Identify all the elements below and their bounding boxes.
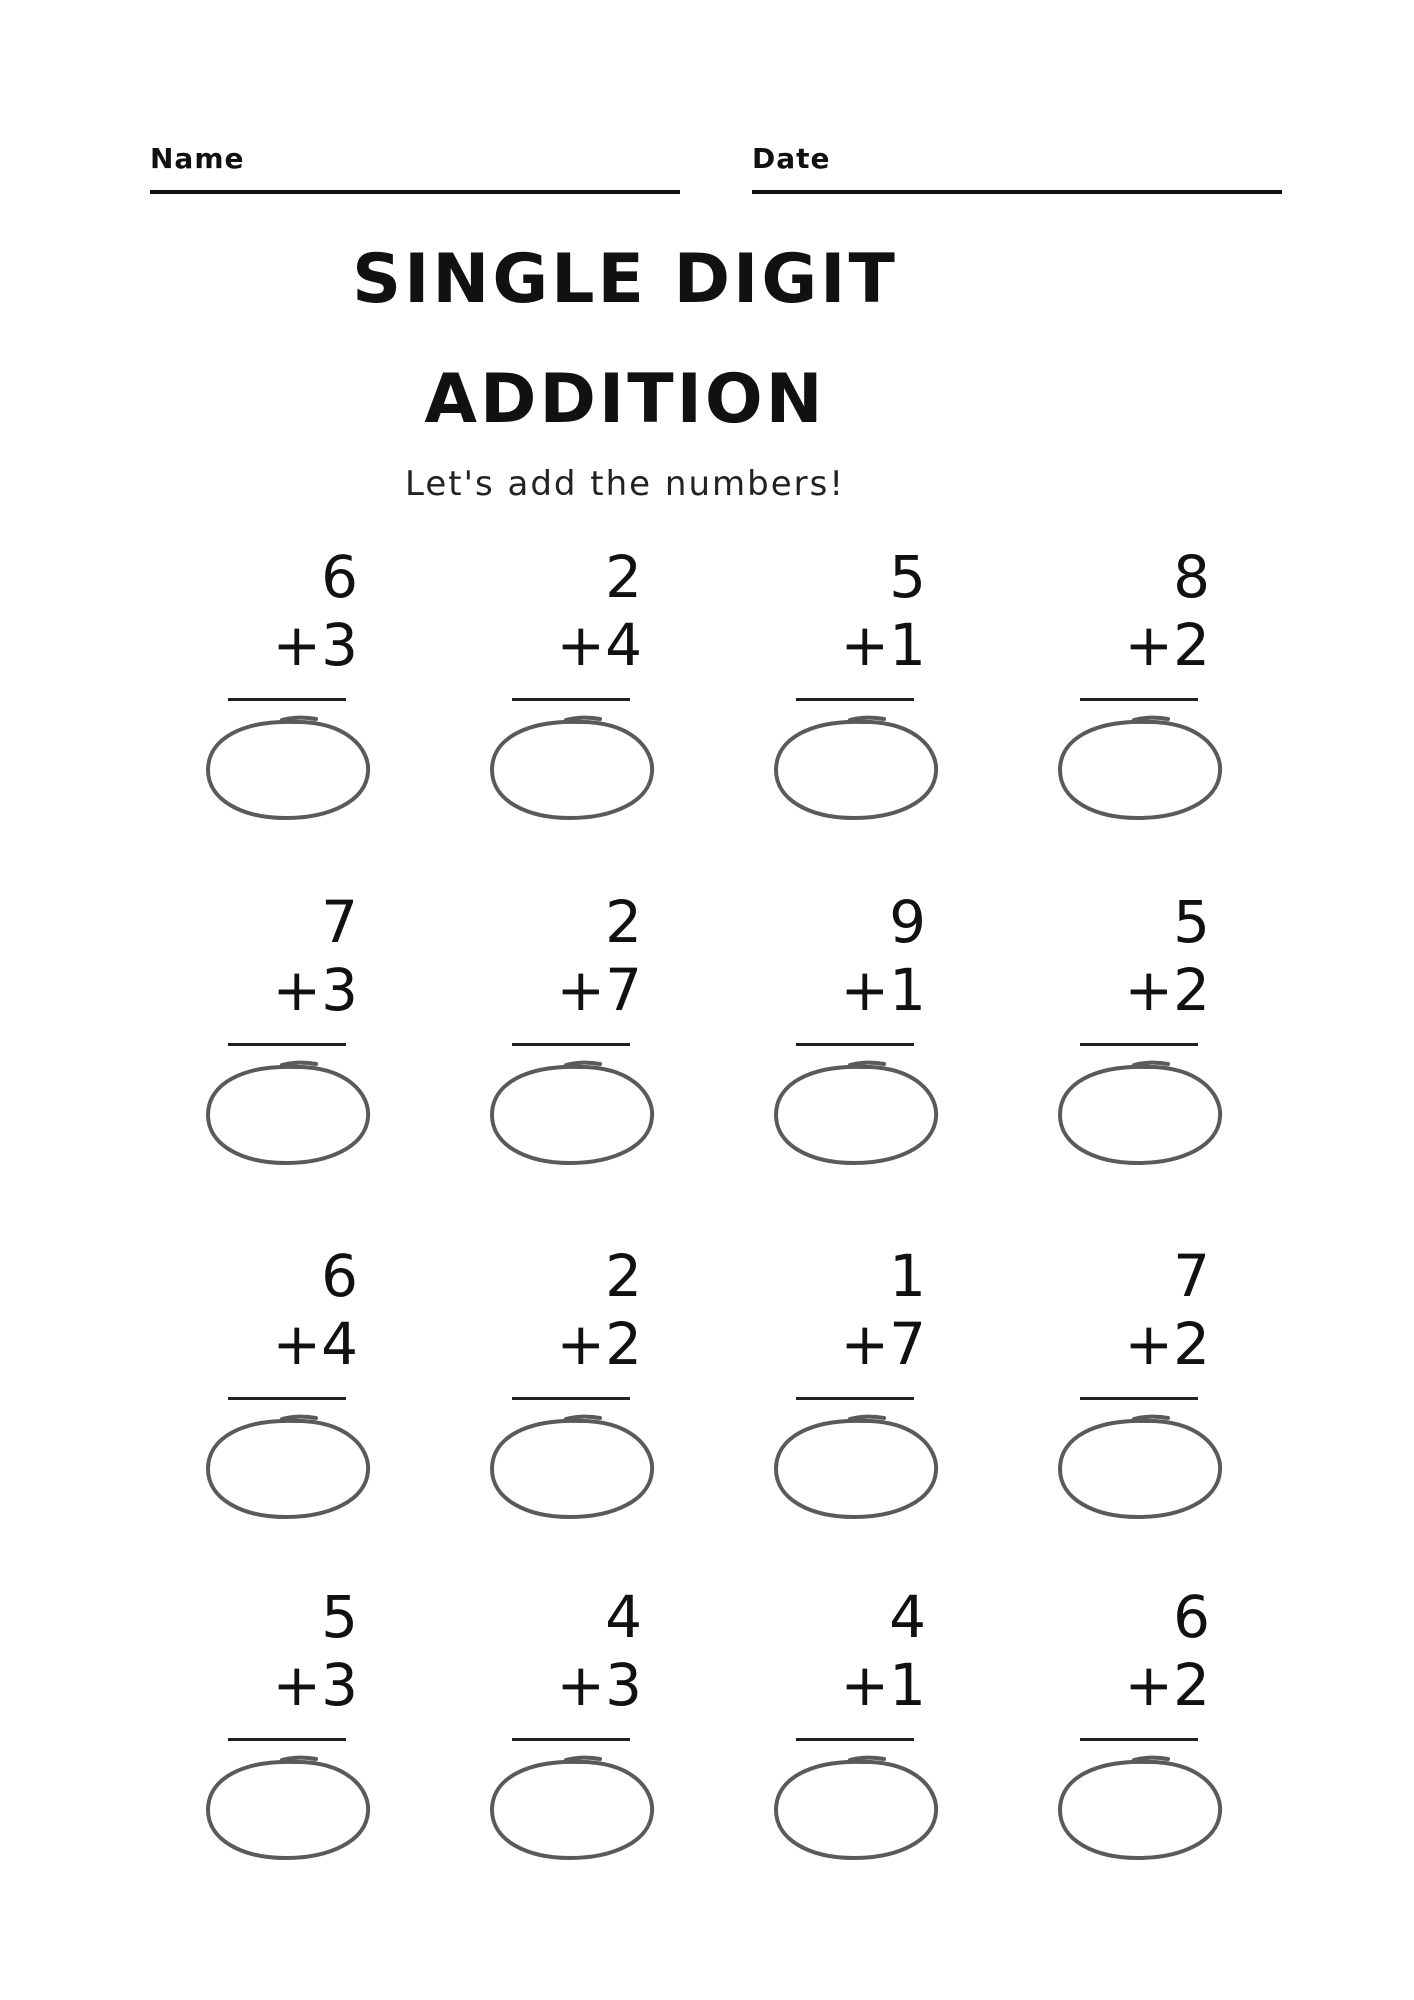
answer-circle[interactable] bbox=[766, 1053, 944, 1173]
addend-bottom: +3 bbox=[272, 956, 358, 1024]
problem-card bbox=[776, 1242, 976, 1537]
sum-rule bbox=[228, 1397, 346, 1400]
problem-card bbox=[208, 1242, 408, 1537]
answer-circle[interactable] bbox=[198, 1053, 376, 1173]
addend-top: 4 bbox=[605, 1583, 642, 1651]
addend-bottom: +2 bbox=[1124, 1310, 1210, 1378]
addend-top: 7 bbox=[1173, 1242, 1210, 1310]
sum-rule bbox=[512, 1043, 630, 1046]
problem-card bbox=[776, 1583, 976, 1878]
sum-rule bbox=[1080, 698, 1198, 701]
date-label: Date bbox=[752, 142, 831, 175]
addend-top: 5 bbox=[889, 543, 926, 611]
addend-bottom: +4 bbox=[272, 1310, 358, 1378]
addend-top: 9 bbox=[889, 888, 926, 956]
problem-card bbox=[1060, 543, 1260, 838]
answer-circle[interactable] bbox=[482, 1748, 660, 1868]
answer-circle[interactable] bbox=[482, 1053, 660, 1173]
sum-rule bbox=[228, 698, 346, 701]
answer-circle[interactable] bbox=[482, 1407, 660, 1527]
addend-bottom: +3 bbox=[272, 611, 358, 679]
addend-top: 6 bbox=[1173, 1583, 1210, 1651]
addend-top: 8 bbox=[1173, 543, 1210, 611]
sum-rule bbox=[796, 1043, 914, 1046]
answer-circle[interactable] bbox=[198, 1407, 376, 1527]
sum-rule bbox=[796, 1397, 914, 1400]
subtitle: Let's add the numbers! bbox=[405, 464, 845, 504]
answer-circle[interactable] bbox=[198, 708, 376, 828]
title-line-2: ADDITION bbox=[424, 360, 826, 439]
addend-top: 5 bbox=[1173, 888, 1210, 956]
addend-top: 1 bbox=[889, 1242, 926, 1310]
problem-card bbox=[492, 1242, 692, 1537]
addend-bottom: +2 bbox=[1124, 1651, 1210, 1719]
sum-rule bbox=[796, 698, 914, 701]
sum-rule bbox=[512, 698, 630, 701]
problem-card bbox=[776, 543, 976, 838]
addend-bottom: +2 bbox=[1124, 956, 1210, 1024]
addend-bottom: +2 bbox=[556, 1310, 642, 1378]
answer-circle[interactable] bbox=[198, 1748, 376, 1868]
addend-bottom: +4 bbox=[556, 611, 642, 679]
answer-circle[interactable] bbox=[1050, 1748, 1228, 1868]
problem-card bbox=[492, 543, 692, 838]
name-line[interactable] bbox=[150, 190, 680, 194]
problem-card bbox=[776, 888, 976, 1183]
answer-circle[interactable] bbox=[482, 708, 660, 828]
addend-bottom: +1 bbox=[840, 611, 926, 679]
sum-rule bbox=[1080, 1738, 1198, 1741]
sum-rule bbox=[228, 1043, 346, 1046]
addend-top: 6 bbox=[321, 1242, 358, 1310]
title-line-1: SINGLE DIGIT bbox=[352, 240, 898, 319]
answer-circle[interactable] bbox=[766, 1407, 944, 1527]
addend-bottom: +1 bbox=[840, 1651, 926, 1719]
addend-bottom: +3 bbox=[556, 1651, 642, 1719]
addend-bottom: +2 bbox=[1124, 611, 1210, 679]
addend-top: 2 bbox=[605, 543, 642, 611]
addend-bottom: +3 bbox=[272, 1651, 358, 1719]
problem-card bbox=[1060, 888, 1260, 1183]
addend-top: 2 bbox=[605, 1242, 642, 1310]
problem-card bbox=[1060, 1242, 1260, 1537]
addend-top: 4 bbox=[889, 1583, 926, 1651]
addend-bottom: +1 bbox=[840, 956, 926, 1024]
addend-bottom: +7 bbox=[556, 956, 642, 1024]
sum-rule bbox=[512, 1397, 630, 1400]
addend-top: 7 bbox=[321, 888, 358, 956]
addend-top: 6 bbox=[321, 543, 358, 611]
addend-top: 2 bbox=[605, 888, 642, 956]
problem-card bbox=[492, 888, 692, 1183]
name-label: Name bbox=[150, 142, 245, 175]
answer-circle[interactable] bbox=[1050, 708, 1228, 828]
answer-circle[interactable] bbox=[766, 1748, 944, 1868]
problem-card bbox=[492, 1583, 692, 1878]
addend-bottom: +7 bbox=[840, 1310, 926, 1378]
sum-rule bbox=[228, 1738, 346, 1741]
answer-circle[interactable] bbox=[766, 708, 944, 828]
problem-card bbox=[208, 888, 408, 1183]
answer-circle[interactable] bbox=[1050, 1407, 1228, 1527]
addend-top: 5 bbox=[321, 1583, 358, 1651]
sum-rule bbox=[796, 1738, 914, 1741]
sum-rule bbox=[1080, 1043, 1198, 1046]
problem-card bbox=[208, 1583, 408, 1878]
date-line[interactable] bbox=[752, 190, 1282, 194]
sum-rule bbox=[1080, 1397, 1198, 1400]
problem-card bbox=[1060, 1583, 1260, 1878]
problem-card bbox=[208, 543, 408, 838]
answer-circle[interactable] bbox=[1050, 1053, 1228, 1173]
sum-rule bbox=[512, 1738, 630, 1741]
